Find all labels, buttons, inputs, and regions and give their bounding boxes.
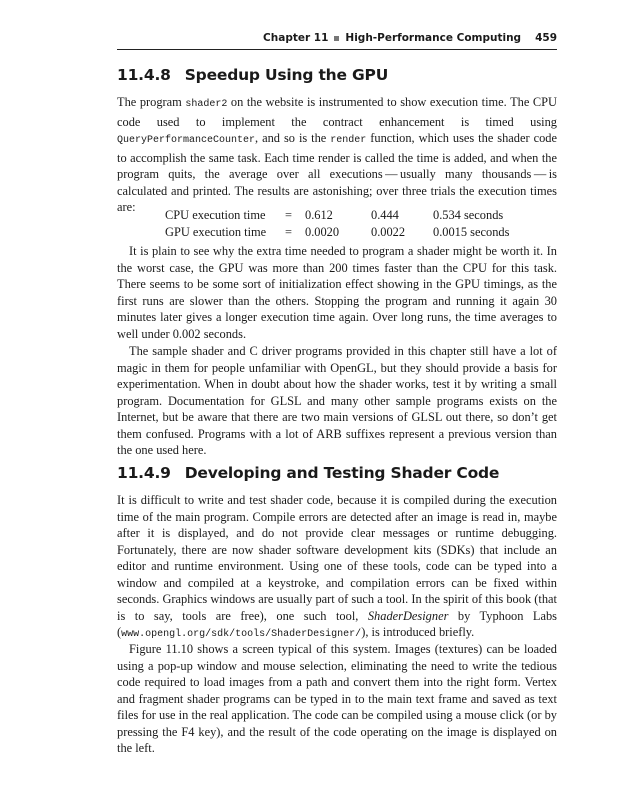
paragraph-shader-tools: It is difficult to write and test shader code, because it is compiled during the execution time of the main program. Compile errors are detected after an image is read in, maybe after it is displayed, and do not provide clear messages or runtime debugging. Fortunately, there are now shader software development kits (SDKs) that include an editor and runtime environment. Using one of these tools, code can be typed into a window and compiled at a keystroke, and compilation errors can be fixed within seconds. Graphics windows are usually part of such a tool. In the spirit of this book (that is to say, tools are free), one such tool, ShaderDesigner by Typhoon Labs (www.opengl.org/sdk/tools/ShaderDesigner/), is introduced briefly. — [117, 493, 558, 640]
paragraph-sample-programs: The sample shader and C driver programs provided in this chapter still have a lot of magic in them for people unfamiliar with OpenGL, but they should provide a basis for experimentation. When in doubt about how the shader works, test it by writing a small program. Documentation for GLSL and many other sample programs exists on the Internet, but be aware that there are two main versions of GLSL out there, so don’t get them confused. Programs with a lot of ARB suffixes represent a previous version than the one used here. — [117, 344, 557, 457]
paragraph-speedup-analysis: It is plain to see why the extra time needed to program a shader might be worth it. In the worst case, the GPU was more than 200 times faster than the CPU for this task. There seems to be some sort of initialization effect showing in the GPU timings, as the first runs are slower than the others. Stopping the program and running it again 30 minutes later gives a longer execution time again. Over long runs, the time averages to well under 0.002 seconds. — [117, 244, 557, 341]
header-title: High-Performance Computing — [345, 32, 522, 44]
paragraph-speedup-intro: The program shader2 on the website is instrumented to show execution time. The CPU code used to implement the contract enhancement is timed using QueryPerformanceCounter, and so is the render function, which uses the shader code to accomplish the same task. Each time render is called the time is added, and when the program quits, the average over all executions — usually many thousands — is calculated and printed. The results are astonishing; over three trials the execution times are: — [117, 95, 557, 214]
paragraph-figure-description: Figure 11.10 shows a screen typical of this system. Images (textures) can be loaded using a pop-up window and mouse selection, eliminating the need to write the tedious code required to load images from a path and convert them into the right form. Vertex and fragment shader programs can be typed in to the main text frame and saved as text files for use in the real application. The code can be compiled using a mouse click (or by pressing the F4 key), and the result of the code operating on the image is displayed on the left. — [117, 642, 557, 755]
timing-row-cpu: CPU execution time = 0.612 0.444 0.534 seconds — [165, 208, 504, 222]
code-queryperformancecounter: QueryPerformanceCounter — [117, 135, 256, 146]
section-heading-11-4-9 — [117, 464, 557, 482]
section-heading-11-4-8 — [117, 66, 557, 84]
code-shader2: shader2 — [185, 99, 228, 110]
timing-row-gpu: GPU execution time = 0.0020 0.0022 0.0015 seconds — [165, 224, 510, 239]
section-number: 11.4.9 — [117, 464, 171, 482]
running-header — [117, 27, 557, 50]
section-number: 11.4.8 — [117, 66, 171, 84]
section-title: Speedup Using the GPU — [184, 66, 389, 84]
timing-table — [165, 207, 545, 240]
section-title: Developing and Testing Shader Code — [184, 464, 500, 482]
header-chapter: Chapter 11 — [263, 32, 329, 44]
url-shaderdesigner: www.opengl.org/sdk/tools/ShaderDesigner/ — [121, 629, 362, 640]
code-render: render — [330, 135, 367, 146]
page-number: 459 — [535, 32, 557, 44]
header-separator-square — [334, 36, 339, 41]
tool-name-shaderdesigner: ShaderDesigner — [367, 608, 449, 623]
